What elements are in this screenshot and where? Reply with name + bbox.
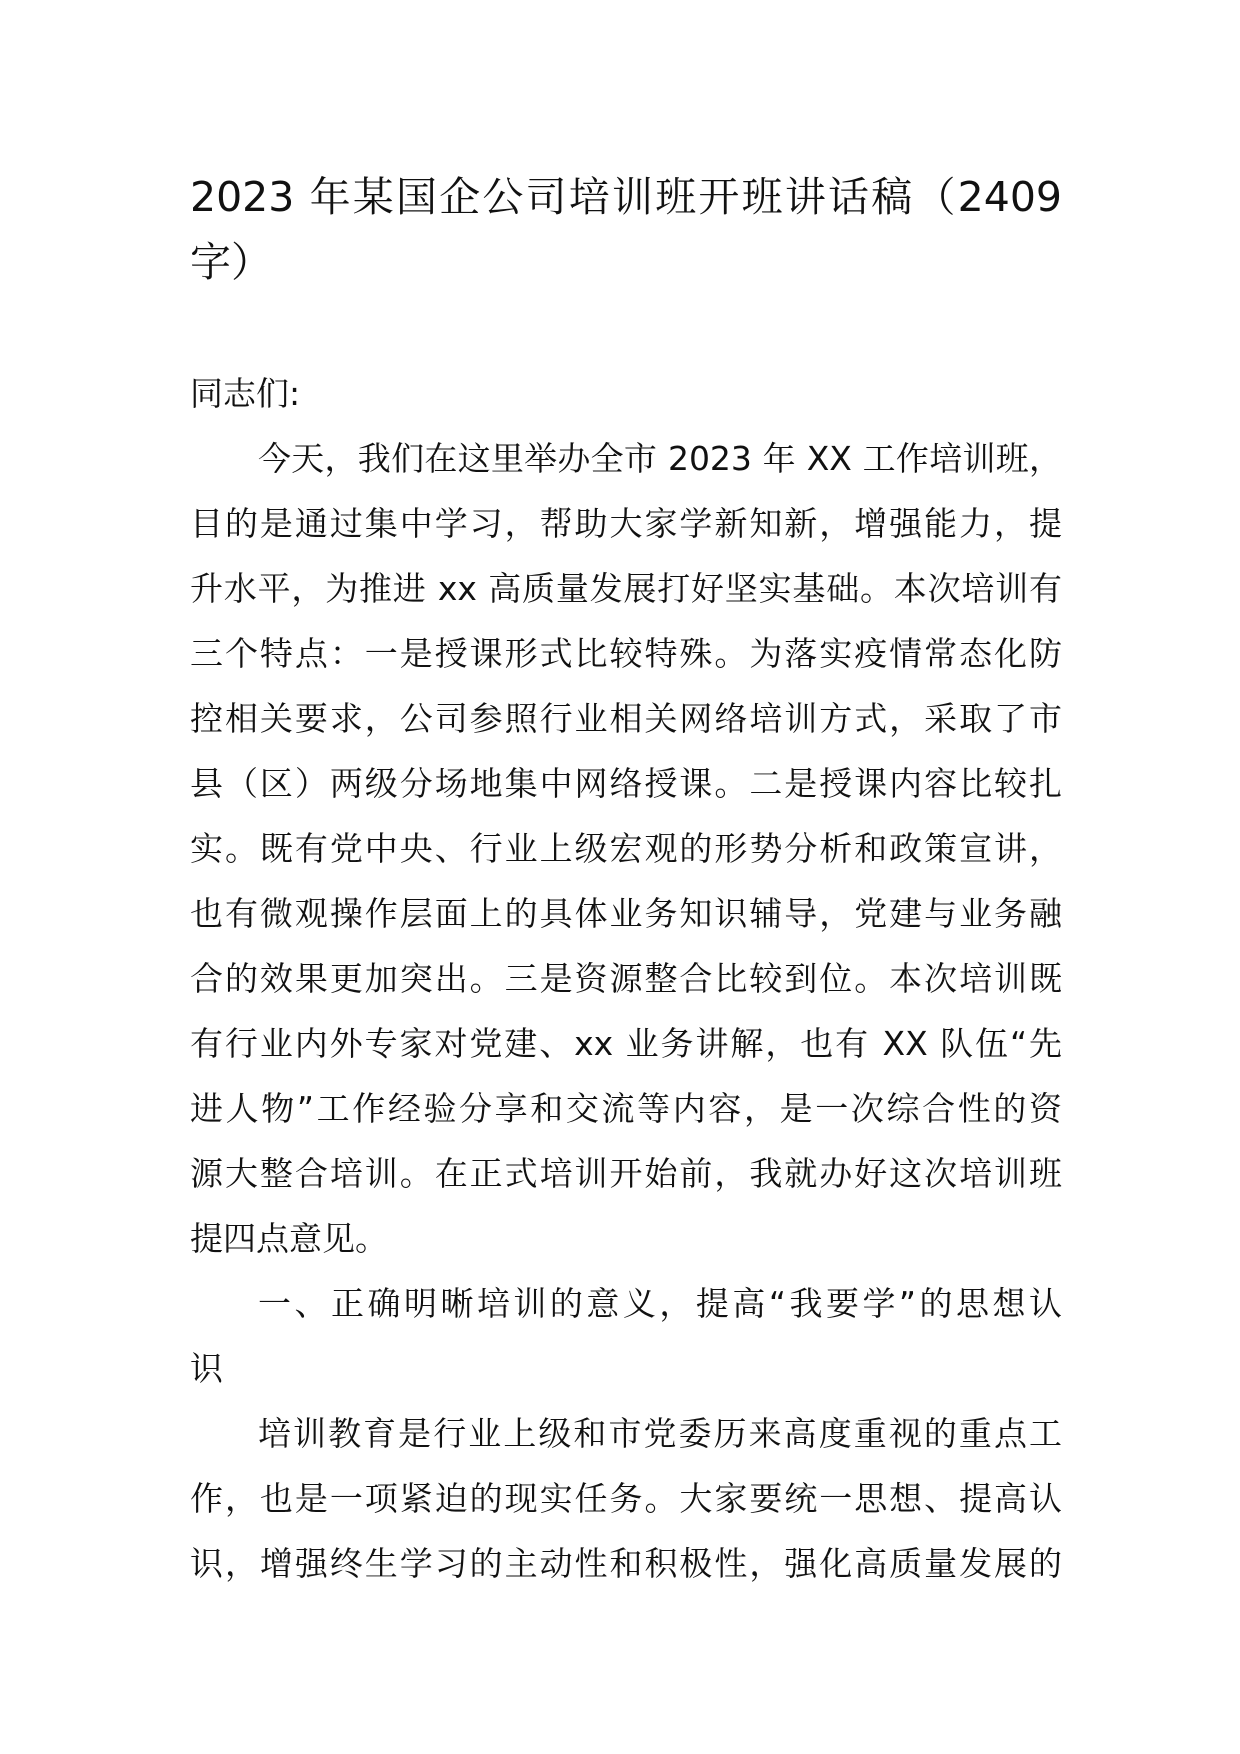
text-line: 进人物”工作经验分享和交流等内容，是一次综合性的资	[190, 1089, 1062, 1128]
text-line: 目的是通过集中学习，帮助大家学新知新，增强能力，提	[190, 504, 1062, 543]
text-line: 县（区）两级分场地集中网络授课。二是授课内容比较扎	[190, 764, 1062, 803]
section-heading-1	[190, 1271, 1062, 1401]
document-title	[190, 166, 1062, 296]
text-line: 源大整合培训。在正式培训开始前，我就办好这次培训班	[190, 1154, 1062, 1193]
text-line: 升水平，为推进 xx 高质量发展打好坚实基础。本次培训有	[190, 569, 1062, 608]
text-line: 培训教育是行业上级和市党委历来高度重视的重点工	[258, 1414, 1062, 1453]
text-line: 控相关要求，公司参照行业相关网络培训方式，采取了市	[190, 699, 1062, 738]
text-line: 也有微观操作层面上的具体业务知识辅导，党建与业务融	[190, 894, 1062, 933]
text-line: 识，增强终生学习的主动性和积极性，强化高质量发展的	[190, 1544, 1062, 1583]
text-line: 提四点意见。	[190, 1219, 388, 1258]
text-line: 有行业内外专家对党建、xx 业务讲解，也有 XX 队伍“先	[190, 1024, 1062, 1063]
text-line: 合的效果更加突出。三是资源整合比较到位。本次培训既	[190, 959, 1062, 998]
text-line: 作，也是一项紧迫的现实任务。大家要统一思想、提高认	[190, 1479, 1062, 1518]
title-line: 2023 年某国企公司培训班开班讲话稿（2409	[190, 173, 1062, 221]
document-body	[190, 361, 1062, 1596]
text-line: 今天，我们在这里举办全市 2023 年 XX 工作培训班，	[258, 439, 1062, 478]
text-line: 三个特点：一是授课形式比较特殊。为落实疫情常态化防	[190, 634, 1062, 673]
heading-line: 一、正确明晰培训的意义，提高“我要学”的思想认	[258, 1284, 1062, 1323]
paragraph-intro	[190, 426, 1062, 1271]
salutation: 同志们:	[190, 374, 301, 413]
paragraph-section-1	[190, 1401, 1062, 1596]
title-line: 字）	[190, 238, 272, 286]
text-line: 实。既有党中央、行业上级宏观的形势分析和政策宣讲，	[190, 829, 1062, 868]
heading-line: 识	[190, 1349, 223, 1388]
